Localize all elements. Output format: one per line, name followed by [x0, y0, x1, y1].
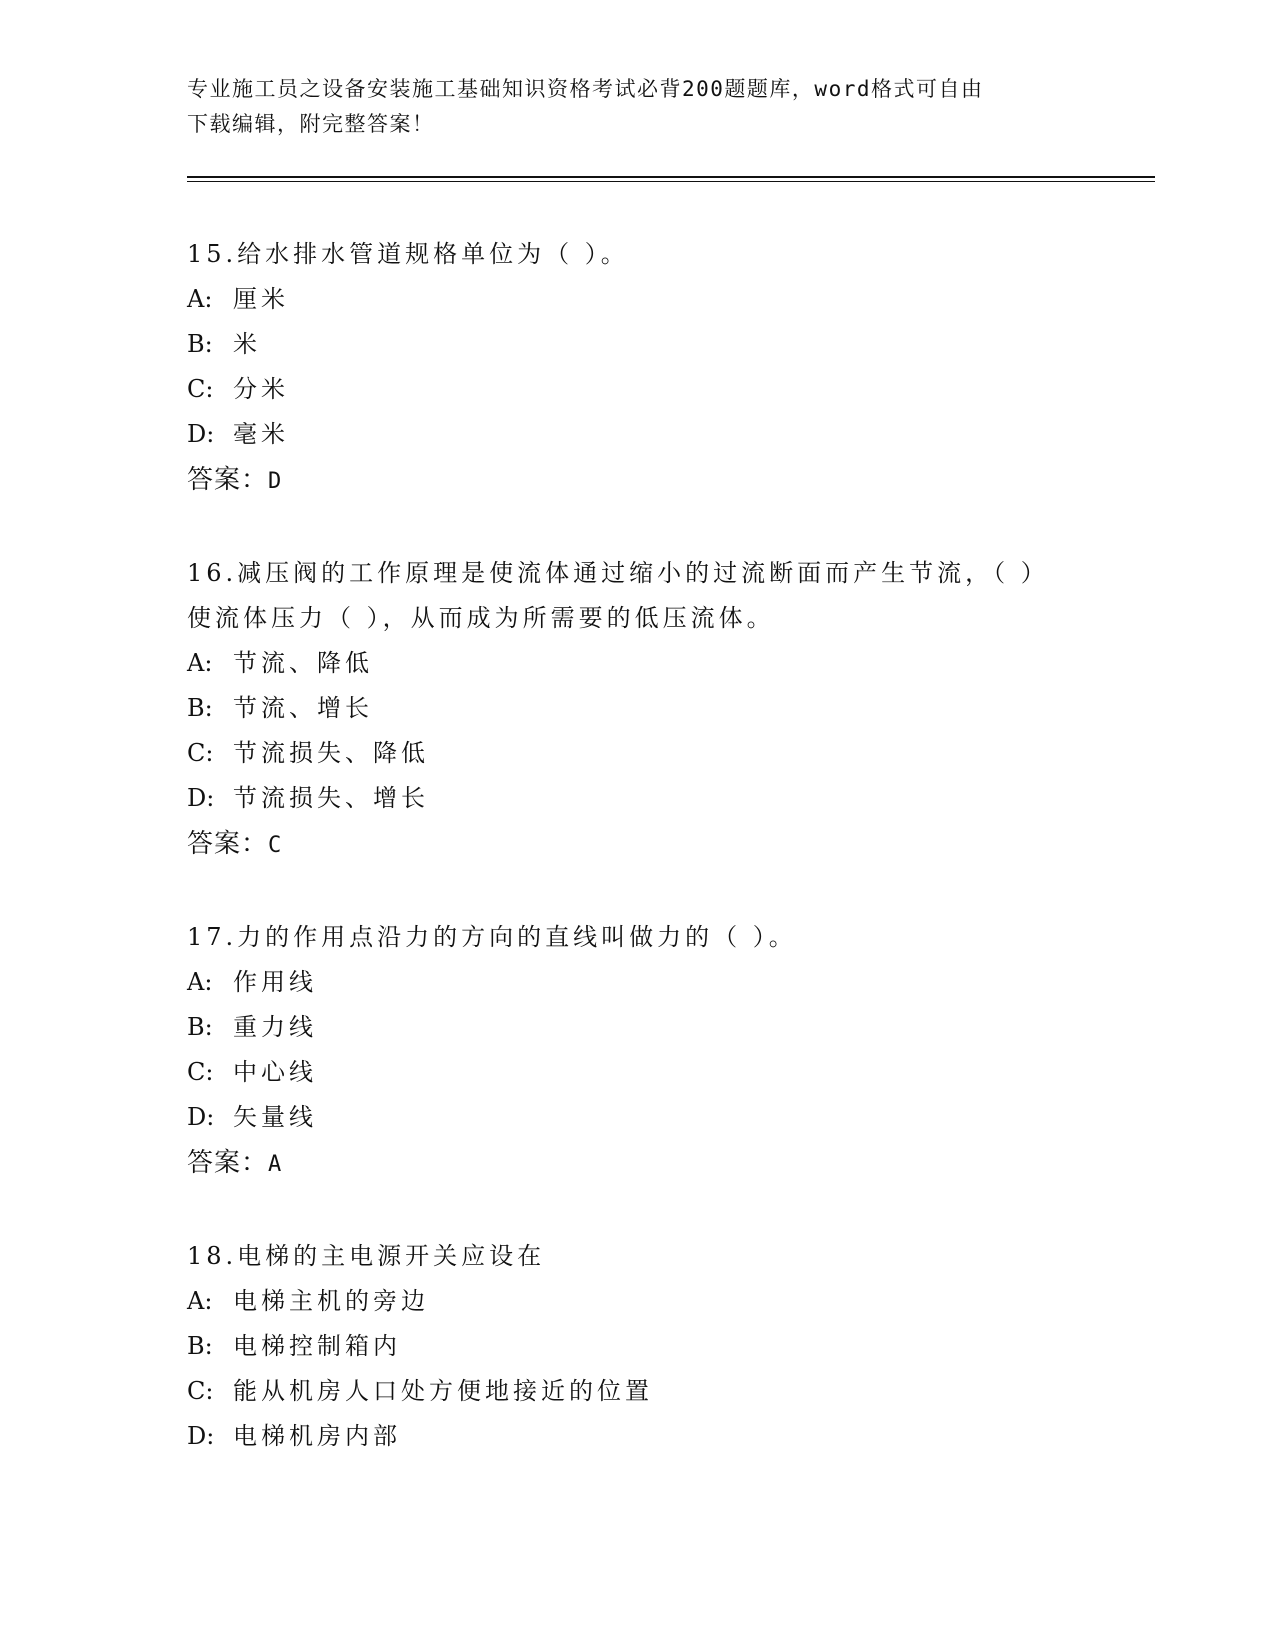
- option-c: [187, 1050, 1067, 1095]
- option-letter: A:: [187, 1287, 213, 1315]
- option-b: [187, 686, 1067, 731]
- option-letter: C:: [187, 1058, 214, 1086]
- option-c: [187, 731, 1067, 776]
- option-letter: B:: [187, 1332, 213, 1360]
- option-text: 节流、增长: [233, 694, 373, 722]
- option-c: [187, 1369, 1067, 1414]
- option-letter: D:: [187, 1103, 215, 1131]
- answer-value: C: [268, 833, 283, 858]
- option-letter: A:: [187, 968, 213, 996]
- option-b: [187, 1005, 1067, 1050]
- option-d: [187, 1414, 1067, 1459]
- option-d: [187, 412, 1067, 457]
- question-text: 17.力的作用点沿力的方向的直线叫做力的（ ）。: [187, 923, 797, 951]
- answer-label: 答案：: [187, 1148, 269, 1178]
- option-text: 电梯机房内部: [233, 1422, 401, 1450]
- question-text: 18.电梯的主电源开关应设在: [187, 1242, 546, 1270]
- option-text: 分米: [233, 375, 289, 403]
- option-letter: B:: [187, 1013, 213, 1041]
- option-a: [187, 277, 1067, 322]
- option-letter: B:: [187, 330, 213, 358]
- question-16: [187, 551, 1067, 869]
- option-text: 中心线: [233, 1058, 317, 1086]
- option-d: [187, 1095, 1067, 1140]
- option-b: [187, 1324, 1067, 1369]
- option-text: 能从机房人口处方便地接近的位置: [233, 1377, 653, 1405]
- option-text: 节流、降低: [233, 649, 373, 677]
- option-letter: A:: [187, 649, 213, 677]
- option-a: [187, 1279, 1067, 1324]
- option-b: [187, 322, 1067, 367]
- question-17: [187, 915, 1067, 1188]
- document-header: [187, 72, 1087, 142]
- answer-value: A: [268, 1152, 283, 1177]
- option-letter: C:: [187, 375, 214, 403]
- option-letter: C:: [187, 739, 214, 767]
- option-text: 厘米: [233, 285, 289, 313]
- option-text: 作用线: [233, 968, 317, 996]
- option-text: 电梯控制箱内: [233, 1332, 401, 1360]
- option-c: [187, 367, 1067, 412]
- option-text: 毫米: [233, 420, 289, 448]
- option-letter: D:: [187, 420, 215, 448]
- answer-value: D: [268, 469, 283, 494]
- question-text: 16.减压阀的工作原理是使流体通过缩小的过流断面而产生节流，（ ）使流体压力（ ），从而成为所需要的低压流体。: [187, 559, 1049, 632]
- option-letter: C:: [187, 1377, 214, 1405]
- option-text: 节流损失、增长: [233, 784, 429, 812]
- question-18: [187, 1234, 1067, 1459]
- option-text: 重力线: [233, 1013, 317, 1041]
- option-text: 节流损失、降低: [233, 739, 429, 767]
- option-letter: D:: [187, 784, 215, 812]
- option-text: 电梯主机的旁边: [233, 1287, 429, 1315]
- option-a: [187, 960, 1067, 1005]
- option-letter: B:: [187, 694, 213, 722]
- header-divider-thick: [187, 176, 1155, 178]
- answer-line: [187, 457, 1067, 505]
- answer-line: [187, 821, 1067, 869]
- answer-line: [187, 1140, 1067, 1188]
- option-letter: D:: [187, 1422, 215, 1450]
- question-list: [187, 232, 1067, 1505]
- option-a: [187, 641, 1067, 686]
- header-divider-thin: [187, 181, 1155, 182]
- answer-label: 答案：: [187, 465, 269, 495]
- question-text: 15.给水排水管道规格单位为（ ）。: [187, 240, 629, 268]
- header-line-2: 下载编辑，附完整答案！: [187, 112, 435, 136]
- option-d: [187, 776, 1067, 821]
- question-15: [187, 232, 1067, 505]
- answer-label: 答案：: [187, 829, 269, 859]
- option-letter: A:: [187, 285, 213, 313]
- option-text: 米: [233, 330, 261, 358]
- option-text: 矢量线: [233, 1103, 317, 1131]
- header-line-1: 专业施工员之设备安装施工基础知识资格考试必背200题题库，word格式可自由: [187, 77, 984, 101]
